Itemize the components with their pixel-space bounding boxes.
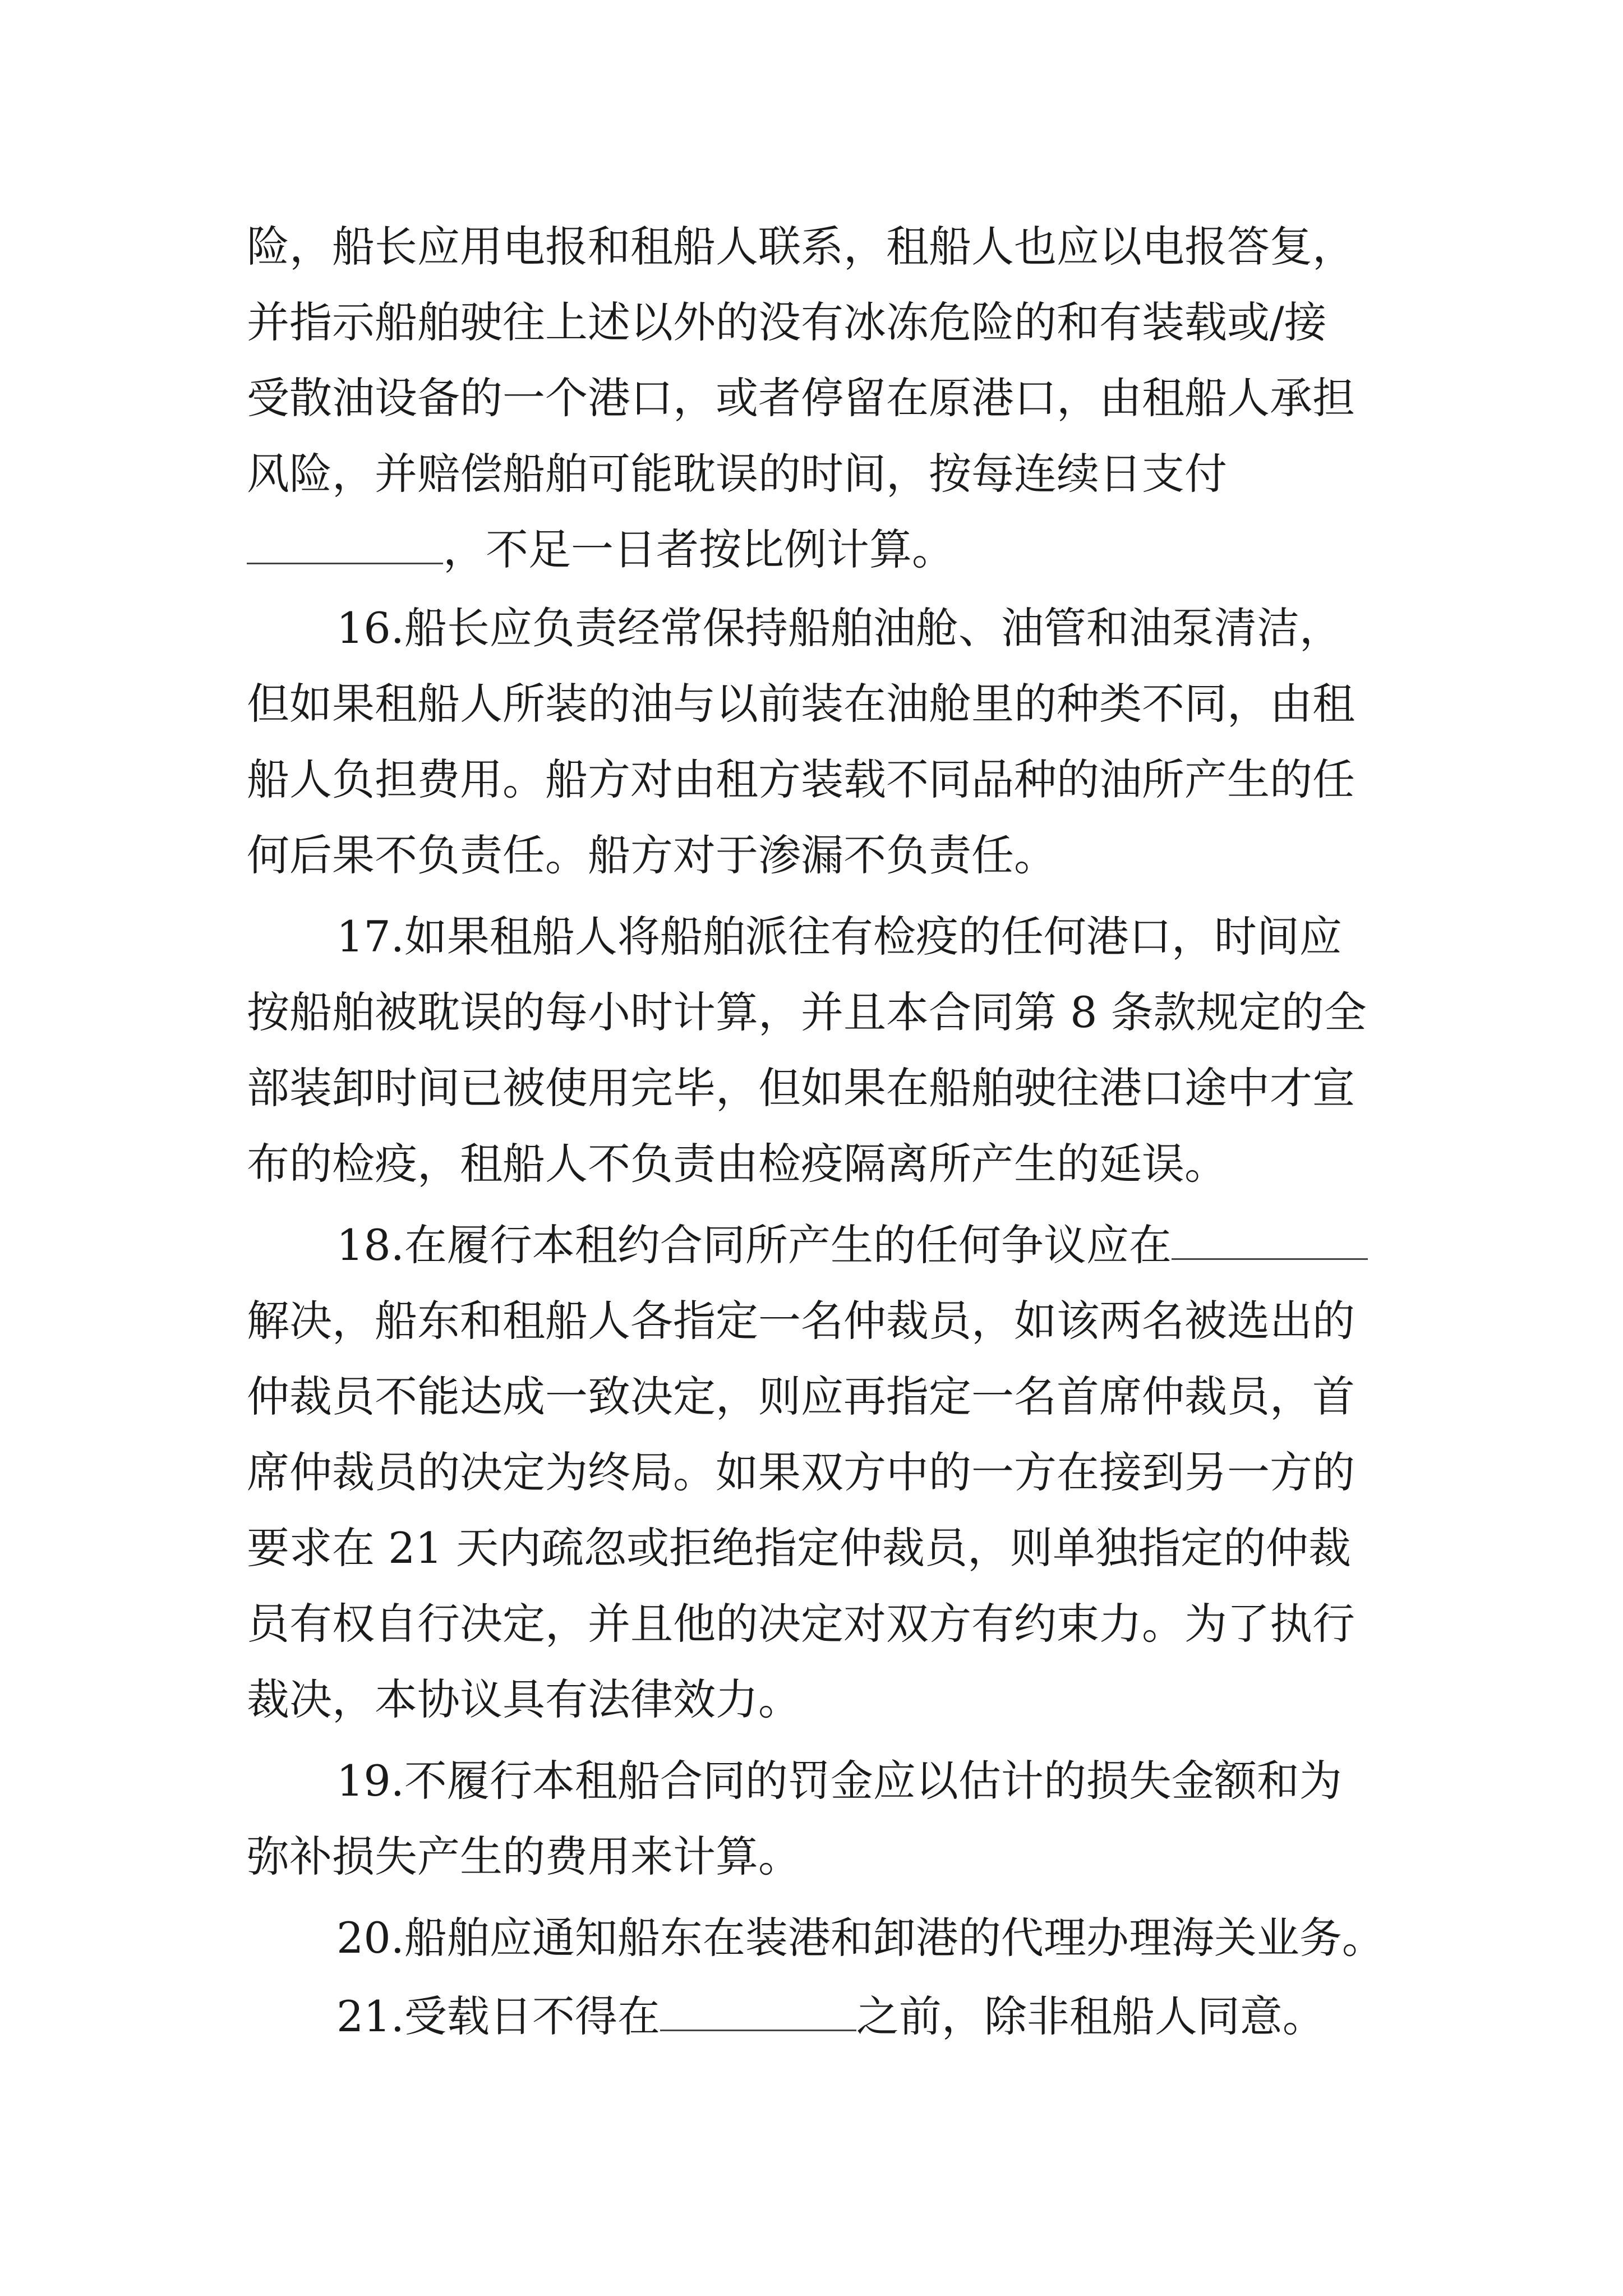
text-line xyxy=(247,1287,1355,1355)
line-text: 并指示船舶驶往上述以外的没有冰冻危险的和有装载或/接 xyxy=(247,297,1327,347)
text-line xyxy=(247,979,1367,1046)
line-text: 员有权自行决定，并且他的决定对双方有约束力。为了执行 xyxy=(247,1599,1355,1649)
clause-21 xyxy=(336,1983,1325,2050)
line-text: 之前，除非租船人同意。 xyxy=(856,1991,1325,2041)
fill-in-blank xyxy=(660,1989,856,2031)
line-text: 20.船舶应通知船东在装港和卸港的代理办理海关业务。 xyxy=(336,1913,1385,1963)
line-text: 仲裁员不能达成一致决定，则应再指定一名首席仲裁员，首 xyxy=(247,1372,1355,1421)
fill-in-blank xyxy=(1172,1218,1368,1260)
clause-20 xyxy=(336,1904,1385,1972)
clause-18 xyxy=(336,1212,1368,1279)
clause-19 xyxy=(336,1747,1342,1815)
text-line xyxy=(247,365,1355,432)
line-text: 解决，船东和租船人各指定一名仲裁员，如该两名被选出的 xyxy=(247,1296,1355,1346)
text-line xyxy=(247,670,1355,738)
line-text: 弥补损失产生的费用来计算。 xyxy=(247,1832,801,1881)
line-text: 险，船长应用电报和租船人联系，租船人也应以电报答复， xyxy=(247,222,1355,272)
clause-16 xyxy=(336,595,1342,662)
line-text: ，不足一日者按比例计算。 xyxy=(443,524,955,574)
text-line xyxy=(247,289,1327,356)
text-line xyxy=(247,746,1355,813)
text-line xyxy=(247,1823,801,1890)
line-text: 船人负担费用。船方对由租方装载不同品种的油所产生的任 xyxy=(247,754,1355,804)
line-text: 按船舶被耽误的每小时计算，并且本合同第 8 条款规定的全 xyxy=(247,987,1367,1037)
line-text: 18.在履行本租约合同所产生的任何争议应在 xyxy=(336,1220,1172,1270)
line-text: 16.船长应负责经常保持船舶油舱、油管和油泵清洁， xyxy=(336,603,1342,653)
line-text: 部装卸时间已被使用完毕，但如果在船舶驶往港口途中才宣 xyxy=(247,1063,1355,1113)
line-text: 21.受载日不得在 xyxy=(336,1991,660,2041)
text-line xyxy=(247,1439,1355,1506)
text-line xyxy=(247,516,955,583)
line-text: 风险，并赔偿船舶可能耽误的时间，按每连续日支付 xyxy=(247,449,1227,499)
line-text: 布的检疫，租船人不负责由检疫隔离所产生的延误。 xyxy=(247,1139,1227,1189)
text-line xyxy=(247,1363,1355,1430)
line-text: 何后果不负责任。船方对于渗漏不负责任。 xyxy=(247,830,1057,880)
clause-17 xyxy=(336,903,1342,970)
line-text: 要求在 21 天内疏忽或拒绝指定仲裁员，则单独指定的仲裁 xyxy=(247,1523,1352,1573)
text-line xyxy=(247,440,1227,508)
text-line xyxy=(247,1666,801,1733)
text-line xyxy=(247,1515,1351,1582)
text-line xyxy=(247,822,1057,889)
line-text: 席仲裁员的决定为终局。如果双方中的一方在接到另一方的 xyxy=(247,1447,1355,1497)
line-text: 受散油设备的一个港口，或者停留在原港口，由租船人承担 xyxy=(247,373,1355,423)
text-line xyxy=(247,1055,1355,1122)
line-text: 19.不履行本租船合同的罚金应以估计的损失金额和为 xyxy=(336,1756,1342,1806)
line-text: 但如果租船人所装的油与以前装在油舱里的种类不同，由租 xyxy=(247,679,1355,729)
text-line xyxy=(247,213,1355,280)
line-text: 17.如果租船人将船舶派往有检疫的任何港口，时间应 xyxy=(336,912,1342,961)
line-text: 裁决，本协议具有法律效力。 xyxy=(247,1674,801,1724)
text-line xyxy=(247,1130,1227,1198)
fill-in-blank xyxy=(247,522,443,564)
text-line xyxy=(247,1590,1355,1658)
